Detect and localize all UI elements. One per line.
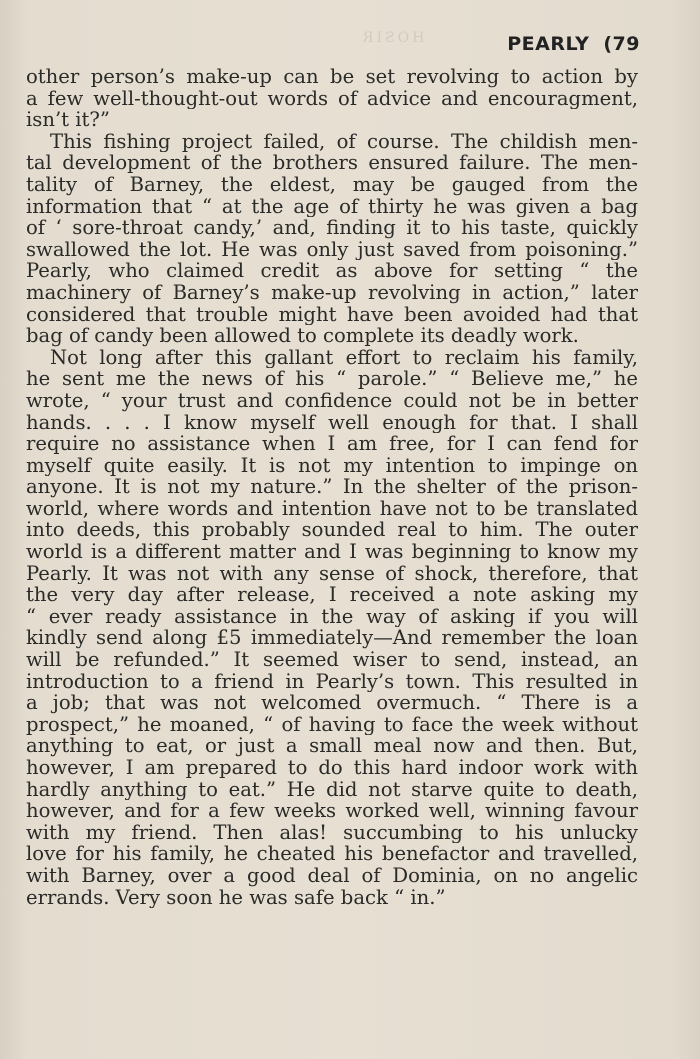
text-line: will be refunded.” It seemed wiser to send, instead, an bbox=[26, 649, 638, 671]
text-line: “ ever ready assistance in the way of asking if you will bbox=[26, 605, 638, 628]
text-line: swallowed the lot. He was only just saved from poisoning.” bbox=[26, 238, 638, 261]
text-line: bag of candy been allowed to complete its deadly work. bbox=[26, 325, 579, 347]
text-line: wrote, “ your trust and confidence could not be in better bbox=[26, 389, 638, 412]
text-line: tality of Barney, the eldest, may be gauged from the bbox=[26, 173, 638, 196]
text-line: into deeds, this probably sounded real to him. The outer bbox=[26, 519, 638, 542]
text-line: other person’s make-up can be set revolving to action by bbox=[26, 66, 638, 88]
text-line: Pearly, who claimed credit as above for setting “ the bbox=[26, 260, 638, 282]
text-line: however, and for a few weeks worked well, winning favour bbox=[26, 800, 638, 822]
text-line: with my friend. Then alas! succumbing to his unlucky bbox=[26, 821, 638, 844]
text-line: anyone. It is not my nature.” In the shelter of the prison- bbox=[26, 476, 638, 498]
text-line: love for his family, he cheated his benefactor and travelled, bbox=[26, 843, 638, 865]
text-line: require no assistance when I am free, for I can fend for bbox=[26, 433, 638, 455]
text-line: a job; that was not welcomed overmuch. “ There is a bbox=[26, 692, 638, 714]
text-line: machinery of Barney’s make-up revolving in action,” later bbox=[26, 281, 638, 304]
body-text bbox=[26, 66, 638, 908]
running-header bbox=[507, 33, 640, 55]
text-line: tal development of the brothers ensured failure. The men- bbox=[26, 152, 638, 174]
text-line: of ‘ sore-throat candy,’ and, finding it to his taste, quickly bbox=[26, 217, 638, 239]
text-line: hardly anything to eat.” He did not starve quite to death, bbox=[26, 778, 638, 801]
text-line: information that “ at the age of thirty he was given a bag bbox=[26, 195, 638, 218]
text-line: kindly send along £5 immediately—And remember the loan bbox=[26, 627, 638, 650]
text-line: considered that trouble might have been avoided had that bbox=[26, 303, 638, 326]
text-line: errands. Very soon he was safe back “ in.” bbox=[26, 886, 446, 909]
bleed-through-text: HOSIR bbox=[360, 30, 425, 46]
text-line: prospect,” he moaned, “ of having to face the week without bbox=[26, 713, 638, 736]
text-line: anything to eat, or just a small meal now and then. But, bbox=[26, 735, 638, 757]
text-line: Pearly. It was not with any sense of shock, therefore, that bbox=[26, 562, 638, 585]
text-line: the very day after release, I received a note asking my bbox=[26, 584, 638, 606]
text-line: a few well-thought-out words of advice and encouragment, bbox=[26, 87, 638, 110]
text-line: hands. . . . I know myself well enough for that. I shall bbox=[26, 411, 638, 434]
page-number: (79 bbox=[603, 33, 640, 55]
text-line: myself quite easily. It is not my intention to impinge on bbox=[26, 454, 638, 477]
text-line: isn’t it?” bbox=[26, 109, 110, 131]
text-line: however, I am prepared to do this hard indoor work with bbox=[26, 757, 638, 779]
running-title: PEARLY bbox=[507, 33, 590, 55]
text-line: world, where words and intention have not to be translated bbox=[26, 497, 638, 520]
text-line: with Barney, over a good deal of Dominia, on no angelic bbox=[26, 864, 638, 887]
text-line: introduction to a friend in Pearly’s town. This resulted in bbox=[26, 670, 638, 693]
text-line: he sent me the news of his “ parole.” “ Believe me,” he bbox=[26, 368, 638, 390]
text-line: This fishing project failed, of course. The childish men- bbox=[50, 130, 638, 153]
text-line: world is a different matter and I was beginning to know my bbox=[26, 541, 638, 563]
text-line: Not long after this gallant effort to reclaim his family, bbox=[50, 346, 638, 369]
